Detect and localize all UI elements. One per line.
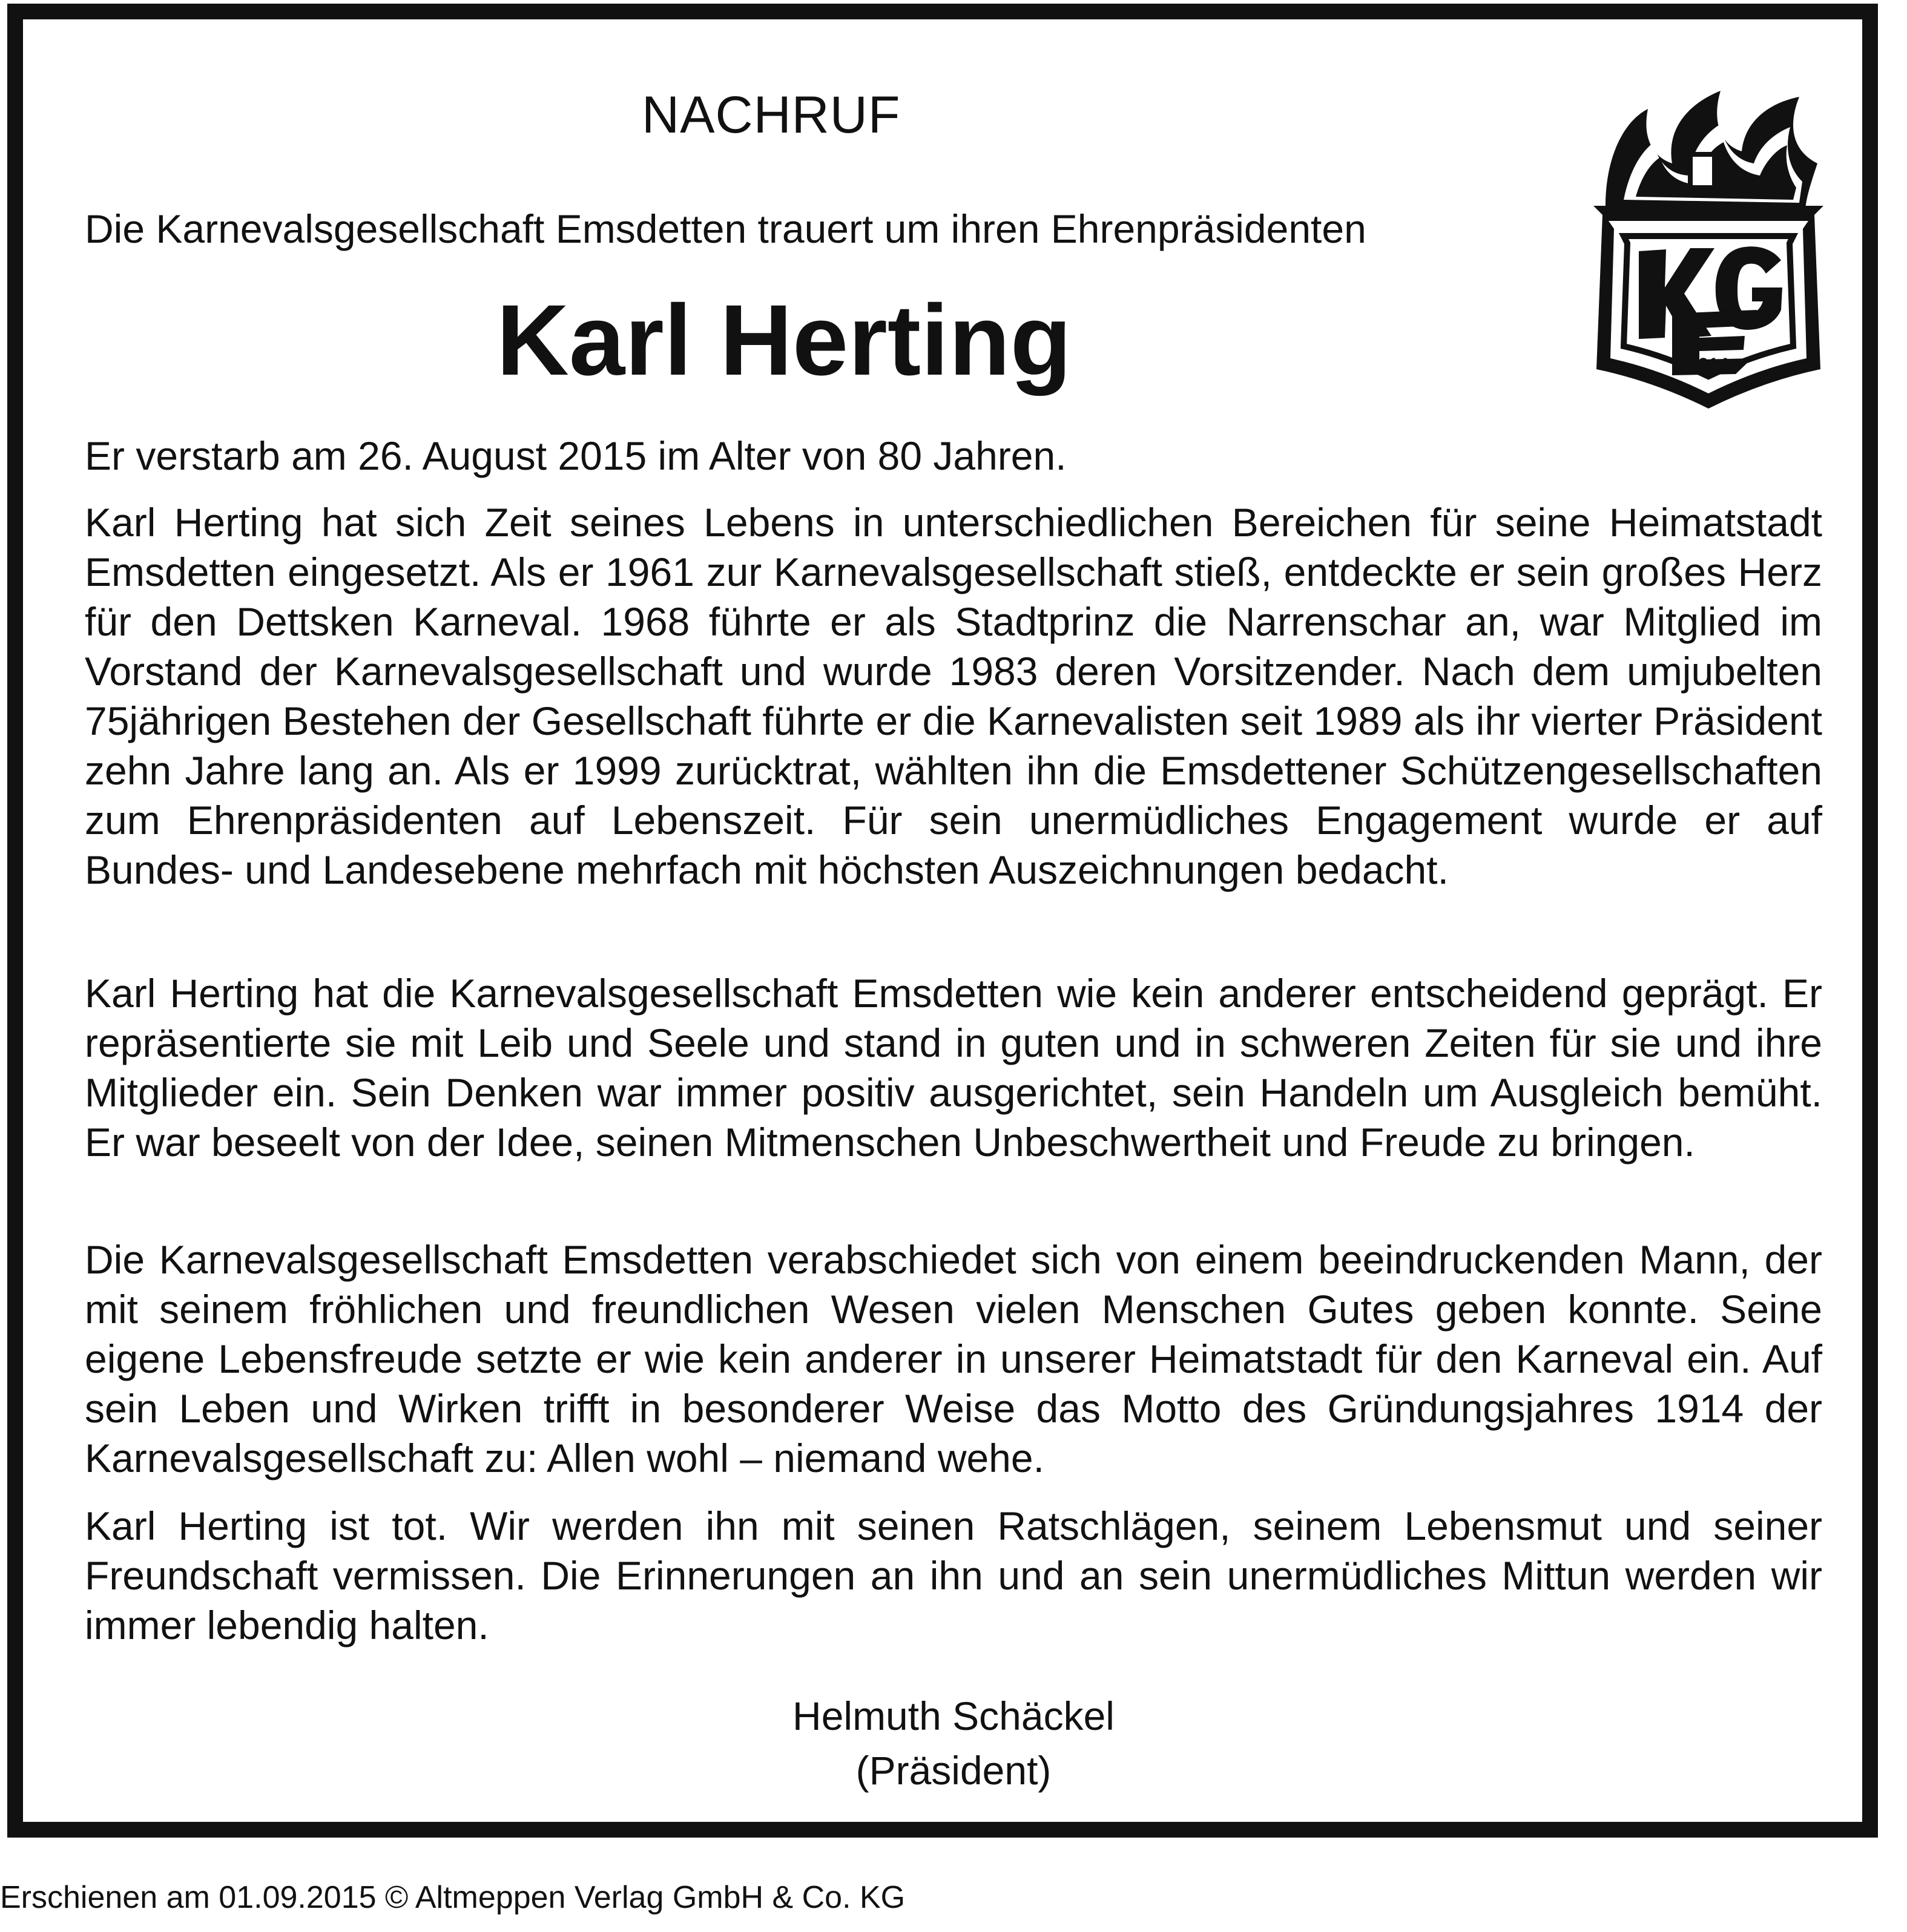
paragraph-legacy: Karl Herting hat die Karnevalsgesellschaft Emsdetten wie kein anderer entscheidend geprägt. Er repräsentierte sie mit Leib und Seele und stand in guten und in schweren Zeiten für sie und ihre Mitglieder ein. Sein Denken war immer positiv ausgerichtet, sein Handeln um Ausgleich bemüht. Er war beseelt von der Idee, seinen Mitmenschen Unbeschwertheit und Freude zu bringen. (85, 971, 1822, 1165)
intro-line: Die Karnevalsgesellschaft Emsdetten trauert um ihren Ehrenpräsidenten (85, 206, 1366, 251)
publication-footer: Erschienen am 01.09.2015 © Altmeppen Verlag GmbH & Co. KG (0, 1880, 906, 1915)
death-notice: Er verstarb am 26. August 2015 im Alter von 80 Jahren. (85, 433, 1067, 478)
signatory-name: Helmuth Schäckel (792, 1694, 1115, 1738)
paragraph-remembrance: Karl Herting ist tot. Wir werden ihn mit seinen Ratschlägen, seinem Lebensmut und seiner Freundschaft vermissen. Die Erinnerungen an ihn und an sein unermüdliches Mittun werden wir immer lebendig halten. (85, 1503, 1822, 1648)
jester-crown-icon (1606, 91, 1817, 212)
paragraph-farewell: Die Karnevalsgesellschaft Emsdetten verabschiedet sich von einem beeindruckenden Mann, der mit seinem fröhlichen und freundlichen Wesen vielen Menschen Gutes geben konnte. Seine eigene Lebensfreude setzte er wie kein anderer in unserer Heimatstadt für den Karneval ein. Auf sein Leben und Wirken trifft in besonderer Weise das Motto des Gründungsjahres 1914 der Karnevalsgesellschaft zu: Allen wohl – niemand wehe. (85, 1237, 1822, 1480)
deceased-name: Karl Herting (496, 284, 1072, 396)
kge-crest-icon (1581, 85, 1836, 412)
signatory-role: (Präsident) (855, 1748, 1052, 1793)
crest-year: 1914 (1688, 355, 1729, 375)
signature-block (0, 1689, 1907, 1798)
paragraph-biography: Karl Herting hat sich Zeit seines Lebens in unterschiedlichen Bereichen für seine Heimatstadt Emsdetten eingesetzt. Als er 1961 zur Karnevalsgesellschaft stieß, entdeckte er sein großes Herz für den Dettsken Karneval. 1968 führte er als Stadtprinz die Narrenschar an, war Mitglied im Vorstand der Karnevalsgesellschaft und wurde 1983 deren Vorsitzender. Nach dem umjubelten 75jährigen Bestehen der Gesellschaft führte er die Karnevalisten seit 1989 als ihr vierter Präsident zehn Jahre lang an. Als er 1999 zurücktrat, wählten ihn die Emsdettener Schützengesellschaften zum Ehrenpräsidenten auf Lebenszeit. Für sein unermüdliches Engagement wurde er auf Bundes- und Landesebene mehrfach mit höchsten Auszeichnungen bedacht. (85, 500, 1822, 892)
obituary-title: NACHRUF (642, 86, 901, 144)
